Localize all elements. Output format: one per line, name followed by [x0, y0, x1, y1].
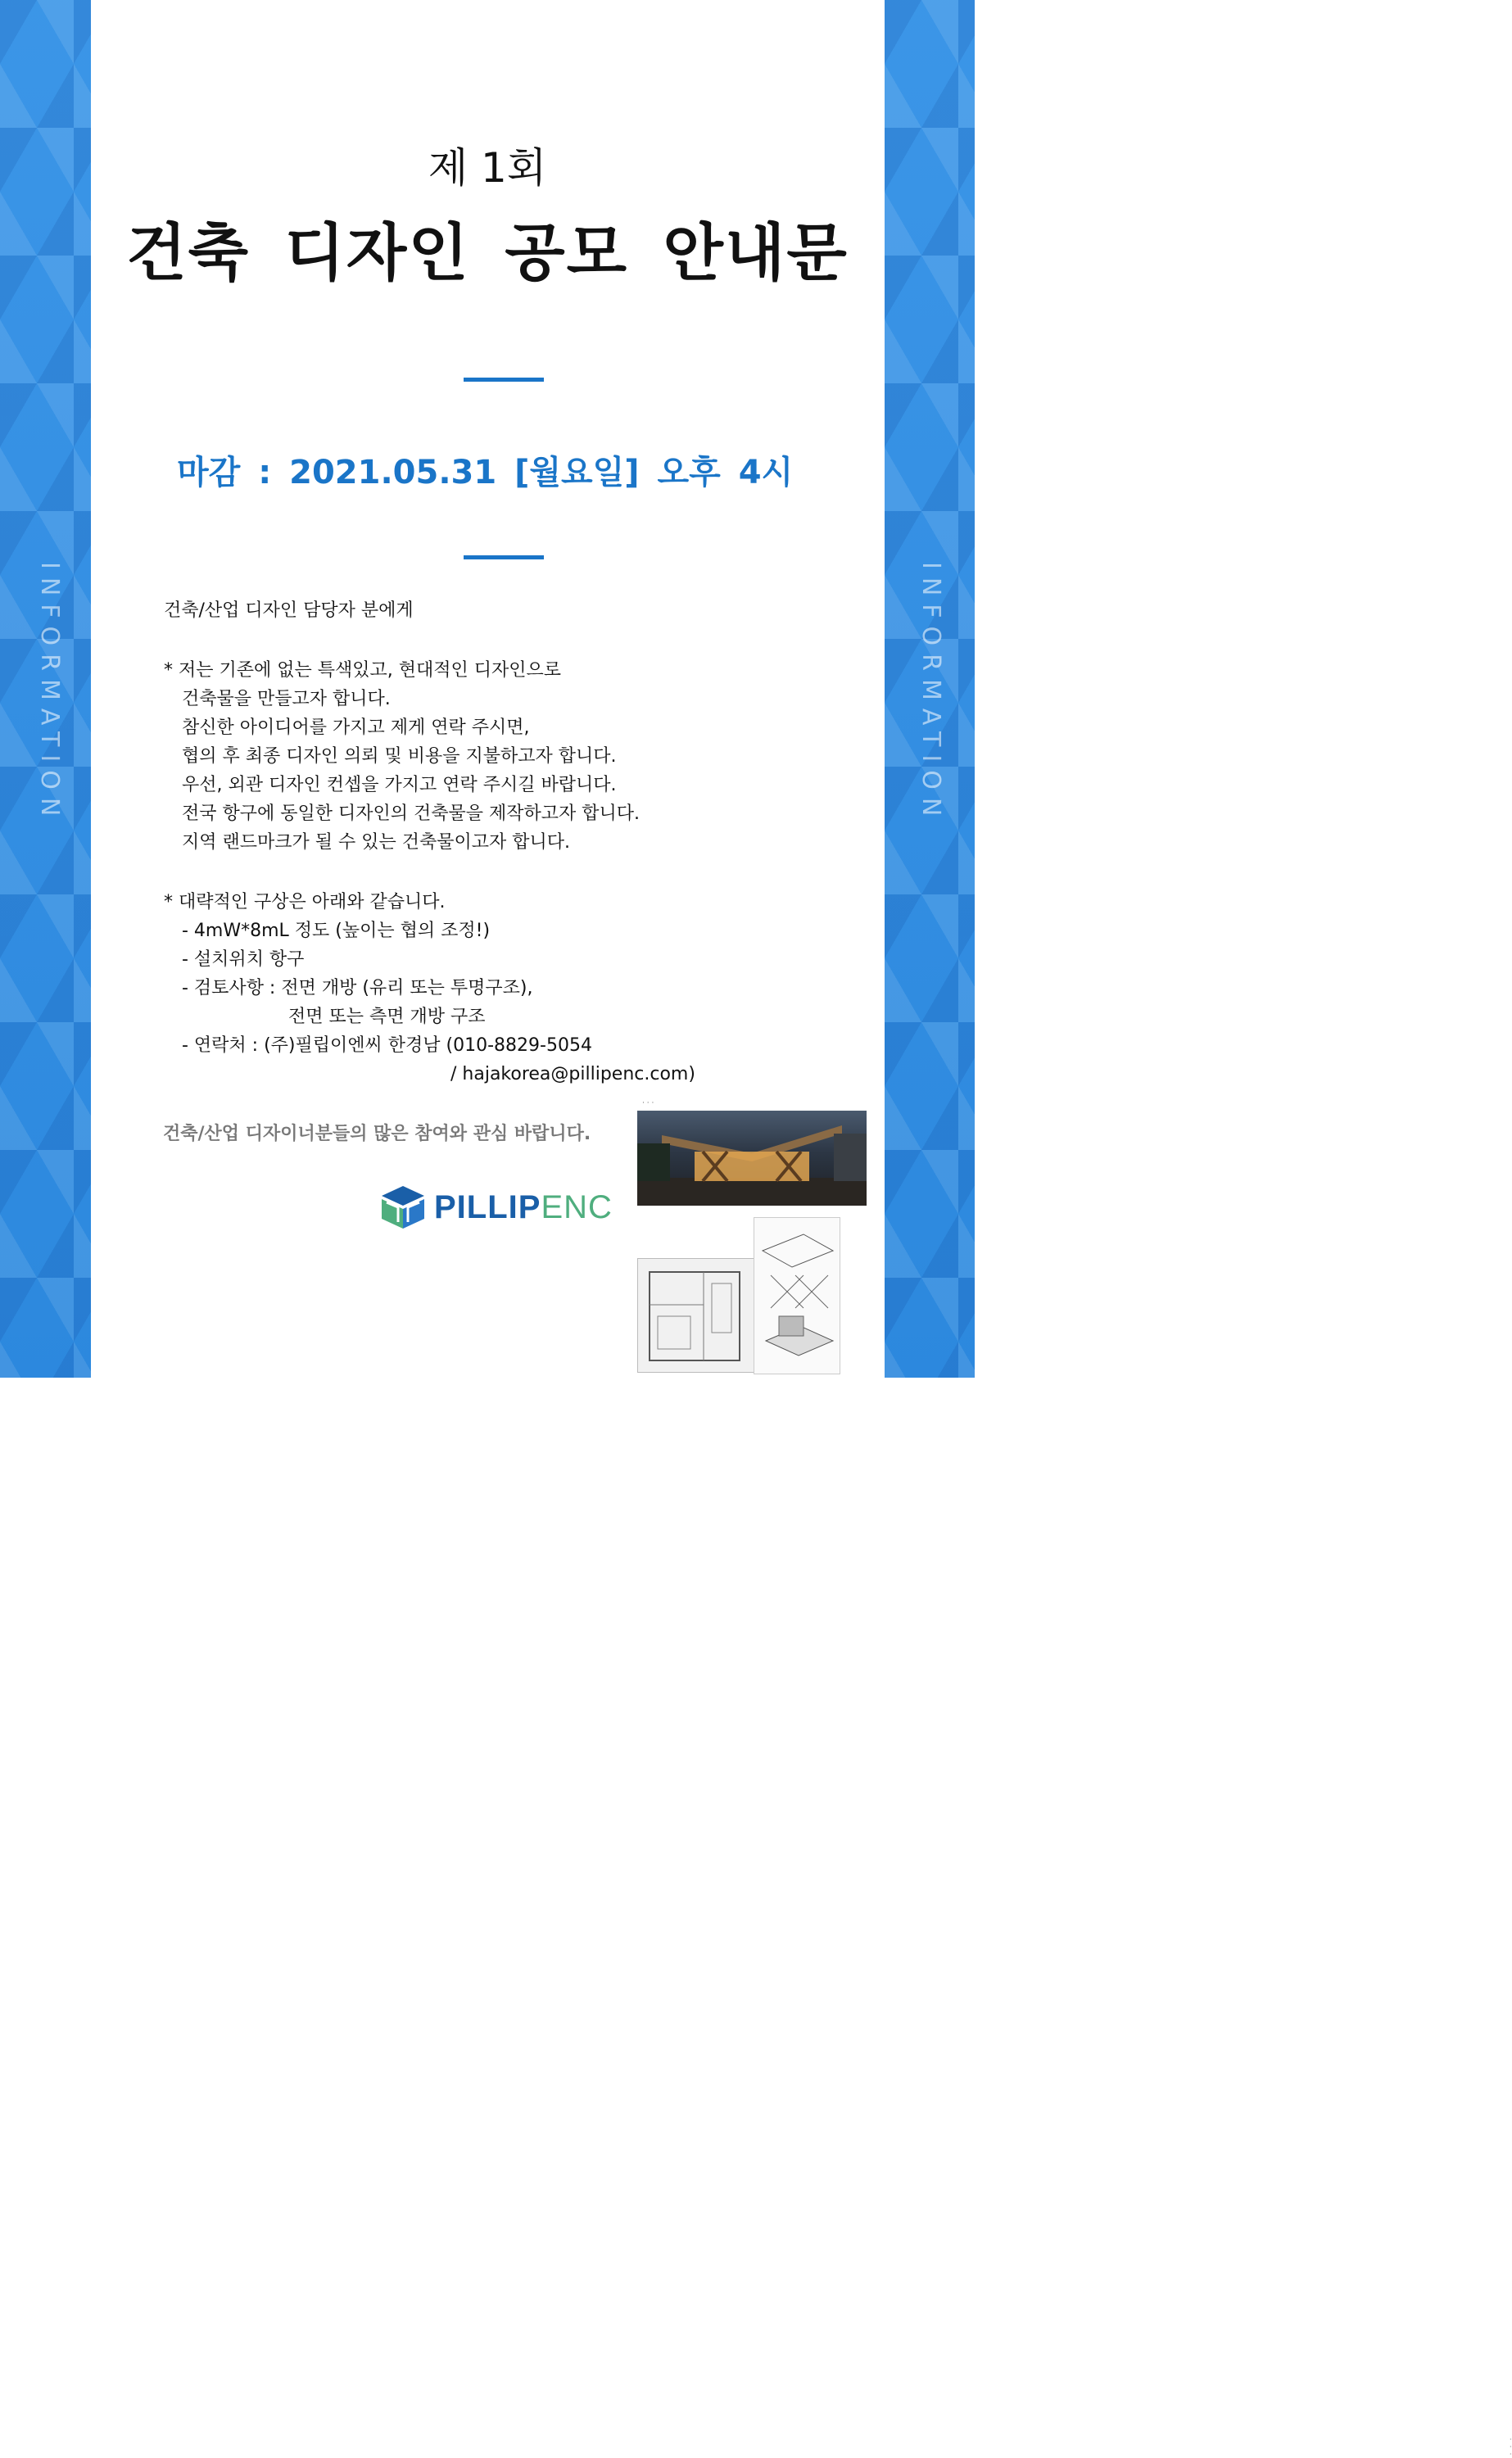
logo-wordmark	[434, 1189, 613, 1226]
axonometric-drawing	[754, 1217, 1512, 2458]
section1-line: 전국 항구에 동일한 디자인의 건축물을 제작하고자 합니다.	[182, 803, 641, 824]
pavilion-illustration	[637, 1111, 867, 1206]
location-item: - 설치위치 항구	[182, 949, 305, 970]
logo-text-enc: ENC	[541, 1188, 613, 1225]
section1-line: 건축물을 만들고자 합니다.	[182, 689, 391, 709]
side-label-right: INFORMATION	[917, 562, 945, 825]
logo-mark-icon	[378, 1184, 428, 1230]
size-item: - 4mW*8mL 정도 (높이는 협의 조정!)	[182, 921, 491, 941]
contact-email: / hajakorea@pillipenc.com)	[450, 1064, 695, 1084]
logo-text-pillip: PILLIP	[434, 1188, 541, 1225]
spacer	[164, 857, 754, 888]
left-side-banner	[0, 0, 91, 1378]
section1-line: 참신한 아이디어를 가지고 제게 연락 주시면,	[182, 717, 530, 738]
greeting: 건축/산업 디자인 담당자 분에게	[164, 600, 414, 621]
company-logo	[378, 1186, 613, 1229]
review-item: - 검토사항 : 전면 개방 (유리 또는 투명구조),	[182, 978, 533, 998]
section2-intro: * 대략적인 구상은 아래와 같습니다.	[164, 892, 446, 912]
section1-line: 지역 랜드마크가 될 수 있는 건축물이고자 합니다.	[182, 832, 570, 853]
divider-bottom	[464, 555, 544, 559]
spacer	[164, 625, 754, 656]
axo-caption-mark: · · ·	[1510, 2436, 1512, 2458]
right-side-banner	[885, 0, 975, 1378]
page-title: 건축 디자인 공모 안내문	[126, 216, 849, 289]
section1-line: * 저는 기존에 없는 특색있고, 현대적인 디자인으로	[164, 660, 561, 681]
closing-text: 건축/산업 디자이너분들의 많은 참여와 관심 바랍니다.	[163, 1124, 591, 1144]
divider-top	[464, 378, 544, 382]
notice-body	[164, 596, 754, 1089]
side-label-left: INFORMATION	[35, 562, 64, 825]
section1-line: 우선, 외관 디자인 컨셉을 가지고 연락 주시길 바랍니다.	[182, 775, 617, 795]
pavilion-photo	[637, 1111, 867, 1206]
floor-plan-illustration	[638, 1259, 754, 1372]
floor-plan-drawing	[637, 1258, 755, 1373]
review-item-cont: 전면 또는 측면 개방 구조	[288, 1007, 486, 1027]
edition-title: 제 1회	[428, 144, 547, 192]
deadline-text: 마감 : 2021.05.31 [월요일] 오후 4시	[177, 454, 794, 491]
axonometric-illustration	[754, 1218, 840, 1374]
section1-line: 협의 후 최종 디자인 의뢰 및 비용을 지불하고자 합니다.	[182, 746, 617, 767]
contact-item: - 연락처 : (주)필립이엔씨 한경남 (010-8829-5054	[182, 1035, 592, 1056]
photo-caption-mark: · · ·	[642, 1099, 654, 1107]
